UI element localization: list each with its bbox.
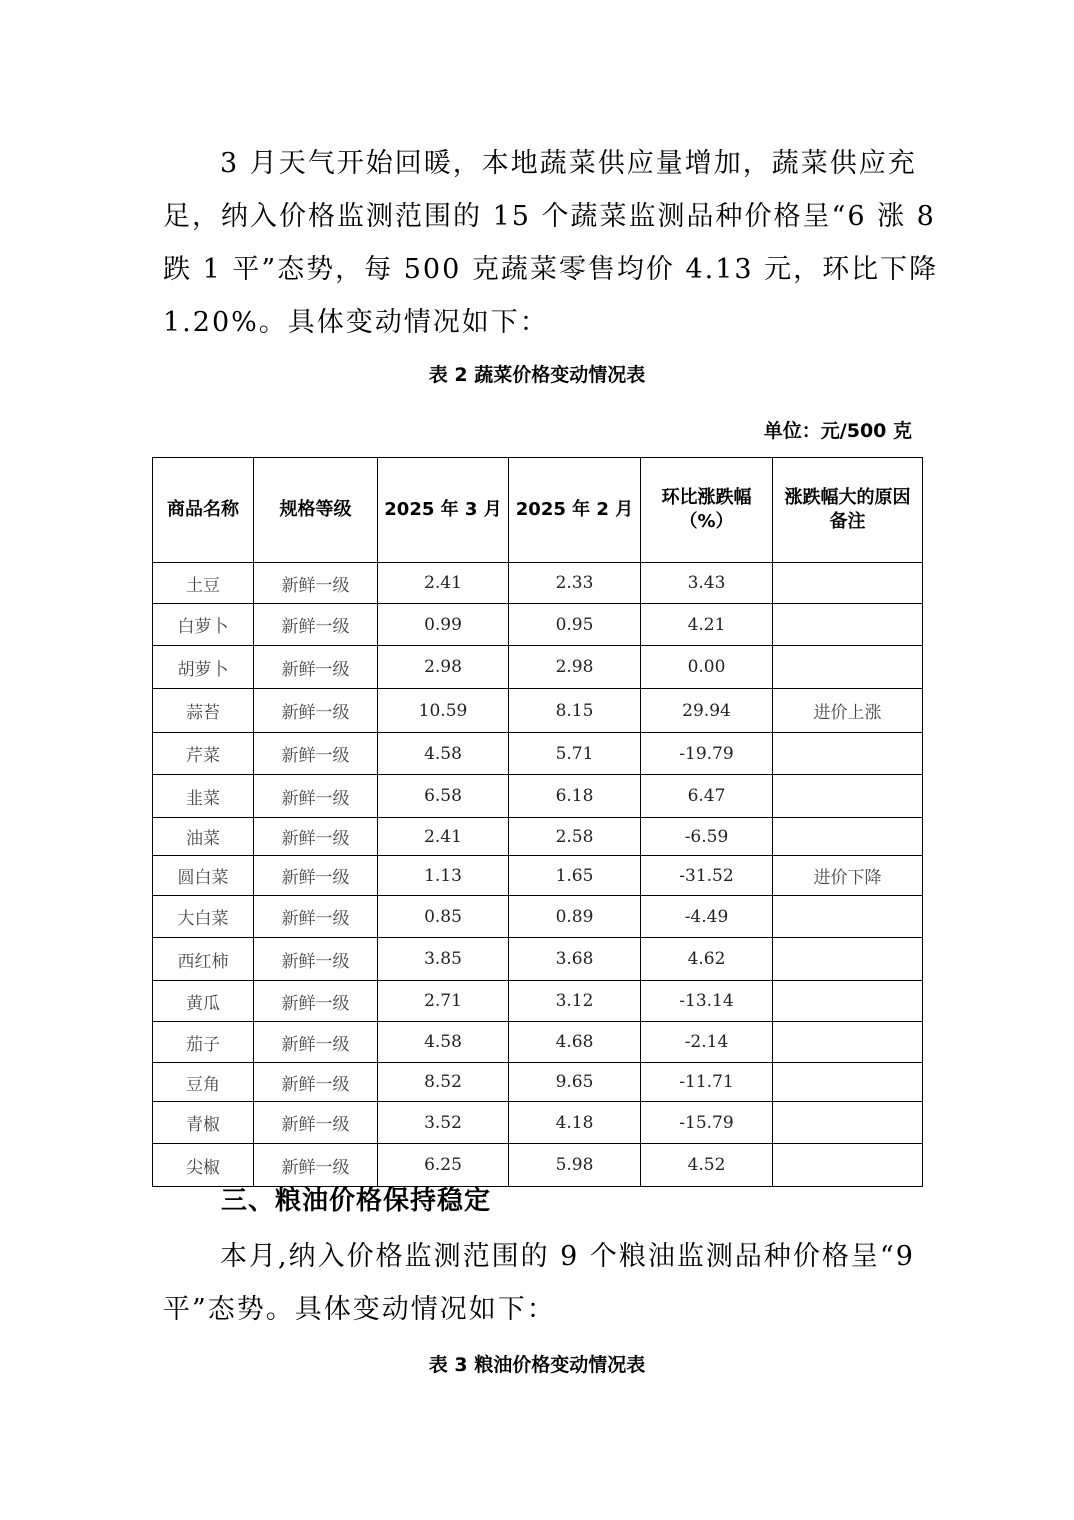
cell-march-price: 4.58 — [378, 733, 509, 775]
cell-remark — [773, 563, 923, 604]
cell-remark — [773, 646, 923, 689]
cell-remark — [773, 604, 923, 646]
cell-feb-price: 2.58 — [509, 818, 641, 856]
table-row — [153, 981, 923, 1022]
cell-feb-price: 4.18 — [509, 1102, 641, 1144]
cell-grade: 新鲜一级 — [254, 938, 378, 981]
cell-mom-change: -13.14 — [641, 981, 773, 1022]
header-march-2025: 2025 年 3 月 — [378, 458, 509, 563]
cell-mom-change: 0.00 — [641, 646, 773, 689]
table-header-row — [153, 458, 923, 563]
cell-mom-change: -15.79 — [641, 1102, 773, 1144]
table-row — [153, 689, 923, 733]
intro-line: 跌 1 平”态势，每 500 克蔬菜零售均价 4.13 元，环比下降 — [163, 254, 939, 285]
cell-feb-price: 4.68 — [509, 1022, 641, 1063]
cell-mom-change: -2.14 — [641, 1022, 773, 1063]
cell-grade: 新鲜一级 — [254, 733, 378, 775]
cell-product-name: 胡萝卜 — [153, 646, 254, 689]
cell-feb-price: 2.33 — [509, 563, 641, 604]
intro-line: 1.20%。具体变动情况如下： — [163, 307, 549, 338]
cell-feb-price: 9.65 — [509, 1063, 641, 1102]
cell-grade: 新鲜一级 — [254, 856, 378, 896]
cell-march-price: 2.71 — [378, 981, 509, 1022]
cell-grade: 新鲜一级 — [254, 818, 378, 856]
cell-feb-price: 8.15 — [509, 689, 641, 733]
table-row — [153, 856, 923, 896]
cell-remark — [773, 938, 923, 981]
cell-remark — [773, 775, 923, 818]
cell-march-price: 0.99 — [378, 604, 509, 646]
cell-remark: 进价上涨 — [773, 689, 923, 733]
cell-mom-change: -31.52 — [641, 856, 773, 896]
cell-product-name: 蒜苔 — [153, 689, 254, 733]
cell-march-price: 8.52 — [378, 1063, 509, 1102]
header-grade: 规格等级 — [254, 458, 378, 563]
cell-march-price: 10.59 — [378, 689, 509, 733]
table-row — [153, 1022, 923, 1063]
cell-feb-price: 5.71 — [509, 733, 641, 775]
section3-line: 平”态势。具体变动情况如下： — [163, 1294, 556, 1325]
header-mom-change: 环比涨跌幅（%） — [641, 458, 773, 563]
cell-remark — [773, 818, 923, 856]
cell-remark — [773, 1063, 923, 1102]
table-row — [153, 938, 923, 981]
cell-remark — [773, 981, 923, 1022]
cell-march-price: 2.41 — [378, 818, 509, 856]
cell-march-price: 3.85 — [378, 938, 509, 981]
cell-product-name: 大白菜 — [153, 896, 254, 938]
table-row — [153, 818, 923, 856]
cell-remark — [773, 1022, 923, 1063]
cell-grade: 新鲜一级 — [254, 1102, 378, 1144]
cell-product-name: 白萝卜 — [153, 604, 254, 646]
vegetable-price-table — [152, 457, 923, 1187]
cell-product-name: 土豆 — [153, 563, 254, 604]
cell-remark — [773, 896, 923, 938]
cell-remark — [773, 733, 923, 775]
table-row — [153, 604, 923, 646]
cell-product-name: 豆角 — [153, 1063, 254, 1102]
cell-grade: 新鲜一级 — [254, 646, 378, 689]
cell-mom-change: 3.43 — [641, 563, 773, 604]
table-row — [153, 733, 923, 775]
table3-caption: 表 3 粮油价格变动情况表 — [428, 1354, 646, 1376]
section3-paragraph — [163, 1230, 913, 1336]
cell-feb-price: 0.95 — [509, 604, 641, 646]
cell-grade: 新鲜一级 — [254, 981, 378, 1022]
cell-feb-price: 2.98 — [509, 646, 641, 689]
header-product-name: 商品名称 — [153, 458, 254, 563]
cell-feb-price: 3.12 — [509, 981, 641, 1022]
cell-mom-change: 29.94 — [641, 689, 773, 733]
cell-mom-change: -6.59 — [641, 818, 773, 856]
cell-product-name: 韭菜 — [153, 775, 254, 818]
cell-grade: 新鲜一级 — [254, 1144, 378, 1187]
cell-remark — [773, 1144, 923, 1187]
cell-product-name: 芹菜 — [153, 733, 254, 775]
cell-remark: 进价下降 — [773, 856, 923, 896]
cell-grade: 新鲜一级 — [254, 563, 378, 604]
cell-product-name: 尖椒 — [153, 1144, 254, 1187]
table-row — [153, 1063, 923, 1102]
intro-line: 3 月天气开始回暖，本地蔬菜供应量增加，蔬菜供应充 — [220, 148, 917, 179]
cell-product-name: 西红柿 — [153, 938, 254, 981]
intro-line: 足，纳入价格监测范围的 15 个蔬菜监测品种价格呈“6 涨 8 — [163, 201, 936, 232]
section3-line: 本月,纳入价格监测范围的 9 个粮油监测品种价格呈“9 — [220, 1241, 915, 1272]
table-row — [153, 896, 923, 938]
cell-feb-price: 0.89 — [509, 896, 641, 938]
cell-product-name: 茄子 — [153, 1022, 254, 1063]
table-row — [153, 775, 923, 818]
cell-grade: 新鲜一级 — [254, 896, 378, 938]
cell-grade: 新鲜一级 — [254, 775, 378, 818]
cell-mom-change: 4.21 — [641, 604, 773, 646]
intro-paragraph — [163, 137, 939, 349]
table2-caption: 表 2 蔬菜价格变动情况表 — [428, 364, 646, 386]
table-body — [153, 563, 923, 1187]
cell-march-price: 6.58 — [378, 775, 509, 818]
cell-feb-price: 5.98 — [509, 1144, 641, 1187]
cell-grade: 新鲜一级 — [254, 689, 378, 733]
cell-mom-change: 4.52 — [641, 1144, 773, 1187]
cell-mom-change: 6.47 — [641, 775, 773, 818]
cell-mom-change: 4.62 — [641, 938, 773, 981]
table-row — [153, 563, 923, 604]
cell-feb-price: 6.18 — [509, 775, 641, 818]
cell-grade: 新鲜一级 — [254, 1022, 378, 1063]
cell-grade: 新鲜一级 — [254, 1063, 378, 1102]
cell-march-price: 6.25 — [378, 1144, 509, 1187]
cell-mom-change: -4.49 — [641, 896, 773, 938]
cell-remark — [773, 1102, 923, 1144]
cell-feb-price: 1.65 — [509, 856, 641, 896]
cell-mom-change: -19.79 — [641, 733, 773, 775]
cell-march-price: 1.13 — [378, 856, 509, 896]
cell-product-name: 青椒 — [153, 1102, 254, 1144]
cell-product-name: 圆白菜 — [153, 856, 254, 896]
header-remark: 涨跌幅大的原因备注 — [773, 458, 923, 563]
cell-march-price: 3.52 — [378, 1102, 509, 1144]
cell-grade: 新鲜一级 — [254, 604, 378, 646]
cell-product-name: 黄瓜 — [153, 981, 254, 1022]
table-row — [153, 646, 923, 689]
cell-march-price: 4.58 — [378, 1022, 509, 1063]
section3-heading: 三、粮油价格保持稳定 — [221, 1186, 492, 1216]
cell-march-price: 2.98 — [378, 646, 509, 689]
header-feb-2025: 2025 年 2 月 — [509, 458, 641, 563]
cell-march-price: 0.85 — [378, 896, 509, 938]
table2-unit: 单位：元/500 克 — [763, 420, 912, 442]
cell-product-name: 油菜 — [153, 818, 254, 856]
cell-march-price: 2.41 — [378, 563, 509, 604]
table-row — [153, 1102, 923, 1144]
cell-mom-change: -11.71 — [641, 1063, 773, 1102]
cell-feb-price: 3.68 — [509, 938, 641, 981]
